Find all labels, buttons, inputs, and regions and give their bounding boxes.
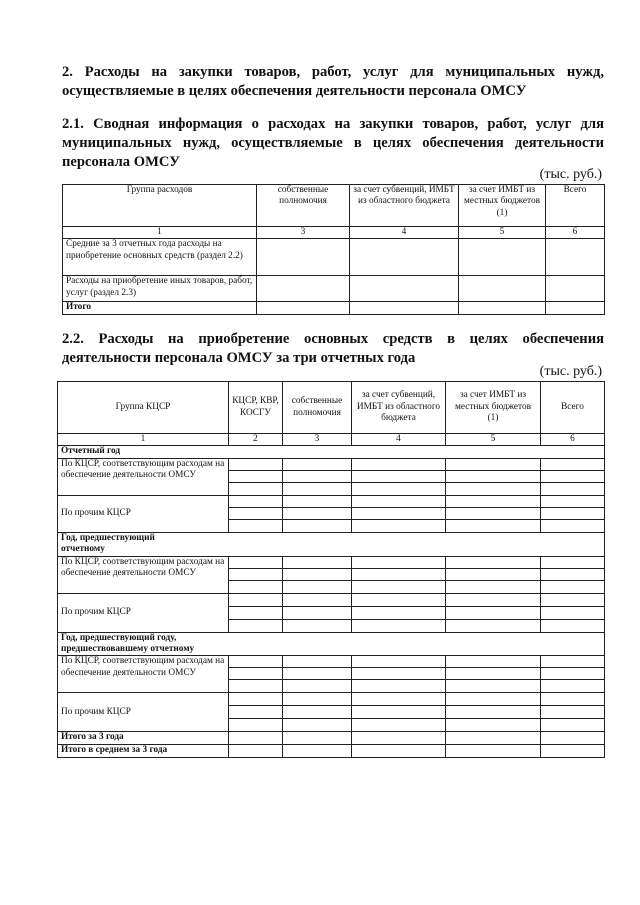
- data-cell: [283, 507, 352, 519]
- data-cell: [229, 606, 283, 619]
- data-cell: [352, 495, 446, 507]
- data-cell: [446, 668, 541, 680]
- data-cell: [283, 745, 352, 758]
- fixed-assets-table: [57, 381, 605, 758]
- data-cell: [446, 619, 541, 632]
- data-cell: [229, 593, 283, 606]
- column-number-row: [58, 434, 605, 446]
- header-cell: Всего: [541, 382, 605, 434]
- data-cell: [446, 693, 541, 706]
- data-cell: [541, 495, 605, 507]
- data-cell: [352, 706, 446, 719]
- data-cell: [541, 580, 605, 593]
- data-cell: [541, 619, 605, 632]
- data-cell: [350, 302, 459, 314]
- total-row: [58, 732, 605, 745]
- data-cell: [352, 470, 446, 482]
- group-title-row: [58, 446, 605, 458]
- column-number: 6: [546, 227, 605, 239]
- data-cell: [352, 556, 446, 568]
- table-row: [58, 495, 605, 507]
- data-cell: [229, 732, 283, 745]
- data-cell: [352, 568, 446, 580]
- data-cell: [229, 568, 283, 580]
- data-cell: [352, 732, 446, 745]
- section-2-2-title: 2.2. Расходы на приобретение основных средств в целях обеспечения деятельности персонала ОМСУ за три отчетных года: [62, 331, 604, 366]
- total-label: Итого: [63, 302, 257, 314]
- data-cell: [541, 568, 605, 580]
- data-cell: [541, 745, 605, 758]
- data-cell: [283, 580, 352, 593]
- data-cell: [283, 519, 352, 532]
- data-cell: [446, 732, 541, 745]
- row-label: По КЦСР, соответствующим расходам на обеспечение деятельности ОМСУ: [58, 458, 229, 495]
- total-label: Итого за 3 года: [58, 732, 229, 745]
- data-cell: [446, 656, 541, 668]
- table-row: [63, 239, 605, 276]
- column-number-row: [63, 227, 605, 239]
- data-cell: [446, 568, 541, 580]
- column-number: 1: [63, 227, 257, 239]
- table-header-row: [58, 382, 605, 434]
- data-cell: [283, 593, 352, 606]
- data-cell: [352, 668, 446, 680]
- data-cell: [446, 507, 541, 519]
- data-cell: [283, 619, 352, 632]
- summary-table: [62, 184, 605, 315]
- group-title: Год, предшествующий году, предшествовавшему отчетному: [58, 632, 605, 656]
- column-number: 1: [58, 434, 229, 446]
- data-cell: [541, 668, 605, 680]
- data-cell: [229, 482, 283, 495]
- data-cell: [283, 732, 352, 745]
- group-title: Год, предшествующий отчетному: [58, 532, 605, 556]
- header-cell: Группа КЦСР: [58, 382, 229, 434]
- data-cell: [229, 580, 283, 593]
- group-title-row: [58, 532, 605, 556]
- data-cell: [541, 507, 605, 519]
- data-cell: [446, 580, 541, 593]
- group-title: Отчетный год: [58, 446, 605, 458]
- data-cell: [446, 706, 541, 719]
- data-cell: [541, 593, 605, 606]
- data-cell: [283, 482, 352, 495]
- data-cell: [541, 719, 605, 732]
- header-cell: за счет ИМБТ из местных бюджетов (1): [459, 185, 546, 227]
- data-cell: [541, 458, 605, 470]
- data-cell: [229, 519, 283, 532]
- data-cell: [352, 606, 446, 619]
- header-cell: собственные полномочия: [257, 185, 350, 227]
- data-cell: [446, 519, 541, 532]
- header-cell: Всего: [546, 185, 605, 227]
- data-cell: [459, 302, 546, 314]
- row-label: По прочим КЦСР: [58, 693, 229, 732]
- data-cell: [459, 239, 546, 276]
- column-number: 4: [350, 227, 459, 239]
- data-cell: [352, 693, 446, 706]
- data-cell: [446, 745, 541, 758]
- table-row: [58, 656, 605, 668]
- table-row: [58, 556, 605, 568]
- data-cell: [352, 580, 446, 593]
- data-cell: [229, 680, 283, 693]
- data-cell: [446, 495, 541, 507]
- column-number: 5: [459, 227, 546, 239]
- data-cell: [257, 276, 350, 302]
- table-row: [58, 693, 605, 706]
- data-cell: [541, 606, 605, 619]
- data-cell: [283, 656, 352, 668]
- average-label: Итого в среднем за 3 года: [58, 745, 229, 758]
- row-label: По прочим КЦСР: [58, 593, 229, 632]
- data-cell: [229, 668, 283, 680]
- data-cell: [283, 719, 352, 732]
- data-cell: [541, 482, 605, 495]
- data-cell: [446, 556, 541, 568]
- data-cell: [229, 507, 283, 519]
- column-number: 3: [257, 227, 350, 239]
- data-cell: [283, 556, 352, 568]
- data-cell: [283, 693, 352, 706]
- table-row: [63, 276, 605, 302]
- data-cell: [541, 470, 605, 482]
- column-number: 4: [352, 434, 446, 446]
- data-cell: [541, 519, 605, 532]
- data-cell: [446, 680, 541, 693]
- section-2-1-title: 2.1. Сводная информация о расходах на закупки товаров, работ, услуг для муниципальных нужд, осуществляемые в целях обеспечения деятельности персонала ОМСУ: [62, 116, 604, 170]
- data-cell: [229, 458, 283, 470]
- total-row: [63, 302, 605, 314]
- data-cell: [283, 680, 352, 693]
- data-cell: [352, 619, 446, 632]
- row-label: По прочим КЦСР: [58, 495, 229, 532]
- data-cell: [541, 656, 605, 668]
- data-cell: [229, 470, 283, 482]
- data-cell: [352, 458, 446, 470]
- header-cell: за счет ИМБТ из местных бюджетов (1): [446, 382, 541, 434]
- data-cell: [541, 732, 605, 745]
- data-cell: [283, 606, 352, 619]
- group-title-row: [58, 632, 605, 656]
- header-cell: за счет субвенций, ИМБТ из областного бюджета: [350, 185, 459, 227]
- header-cell: Группа расходов: [63, 185, 257, 227]
- data-cell: [283, 458, 352, 470]
- data-cell: [352, 680, 446, 693]
- column-number: 3: [283, 434, 352, 446]
- row-label: Средние за 3 отчетных года расходы на приобретение основных средств (раздел 2.2): [63, 239, 257, 276]
- data-cell: [446, 606, 541, 619]
- data-cell: [446, 482, 541, 495]
- data-cell: [229, 745, 283, 758]
- section-2-title: 2. Расходы на закупки товаров, работ, услуг для муниципальных нужд, осуществляемые в целях обеспечения деятельности персонала ОМСУ: [62, 64, 604, 99]
- table-row: [58, 593, 605, 606]
- data-cell: [229, 719, 283, 732]
- unit-label: (тыс. руб.): [539, 167, 602, 182]
- data-cell: [446, 719, 541, 732]
- data-cell: [352, 593, 446, 606]
- header-cell: КЦСР, КВР, КОСГУ: [229, 382, 283, 434]
- data-cell: [283, 495, 352, 507]
- data-cell: [541, 556, 605, 568]
- data-cell: [283, 568, 352, 580]
- data-cell: [229, 556, 283, 568]
- data-cell: [352, 656, 446, 668]
- data-cell: [229, 495, 283, 507]
- table-row: [58, 458, 605, 470]
- data-cell: [541, 693, 605, 706]
- header-cell: собственные полномочия: [283, 382, 352, 434]
- data-cell: [283, 706, 352, 719]
- table-header-row: [63, 185, 605, 227]
- row-label: По КЦСР, соответствующим расходам на обеспечение деятельности ОМСУ: [58, 556, 229, 593]
- data-cell: [283, 470, 352, 482]
- row-label: По КЦСР, соответствующим расходам на обеспечение деятельности ОМСУ: [58, 656, 229, 693]
- data-cell: [352, 482, 446, 495]
- data-cell: [229, 693, 283, 706]
- data-cell: [257, 239, 350, 276]
- data-cell: [546, 239, 605, 276]
- data-cell: [352, 519, 446, 532]
- column-number: 2: [229, 434, 283, 446]
- data-cell: [352, 719, 446, 732]
- data-cell: [283, 668, 352, 680]
- column-number: 6: [541, 434, 605, 446]
- data-cell: [350, 239, 459, 276]
- row-label: Расходы на приобретение иных товаров, работ, услуг (раздел 2.3): [63, 276, 257, 302]
- data-cell: [446, 458, 541, 470]
- data-cell: [352, 507, 446, 519]
- average-row: [58, 745, 605, 758]
- data-cell: [229, 656, 283, 668]
- data-cell: [546, 302, 605, 314]
- column-number: 5: [446, 434, 541, 446]
- data-cell: [257, 302, 350, 314]
- data-cell: [350, 276, 459, 302]
- data-cell: [352, 745, 446, 758]
- data-cell: [446, 470, 541, 482]
- data-cell: [541, 680, 605, 693]
- data-cell: [546, 276, 605, 302]
- data-cell: [541, 706, 605, 719]
- data-cell: [459, 276, 546, 302]
- header-cell: за счет субвенций, ИМБТ из областного бюджета: [352, 382, 446, 434]
- data-cell: [446, 593, 541, 606]
- data-cell: [229, 619, 283, 632]
- data-cell: [229, 706, 283, 719]
- unit-label: (тыс. руб.): [539, 364, 602, 379]
